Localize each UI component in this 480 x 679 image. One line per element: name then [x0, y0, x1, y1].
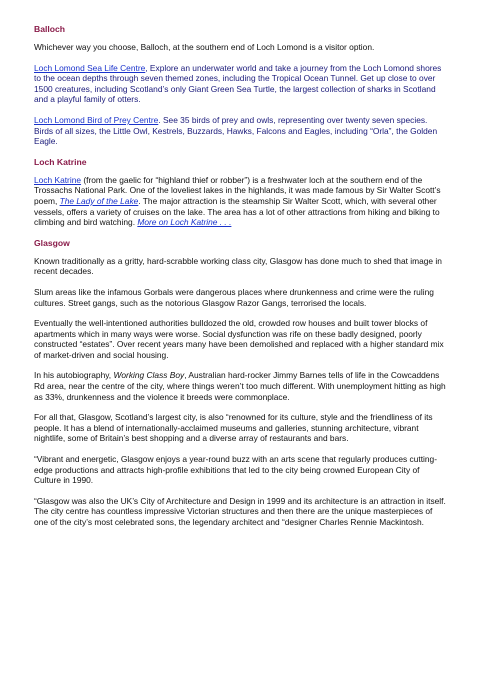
- glasgow-paragraph-4: [34, 370, 446, 402]
- katrine-paragraph: [34, 175, 446, 228]
- katrine-text-2: . The major attraction is the steamship Sir Walter Scott, which, with several other vessels, offers a variety of cruises on the lake. The area has a lot of other attractions from hiking and biking to climbing and bird watching.: [34, 195, 440, 228]
- glasgow-paragraph-6: “Vibrant and energetic, Glasgow enjoys a year-round buzz with an arts scene that regularly produces cutting-edge productions and attracts high-profile exhibitions that led to the city being crowned European City of Culture in 1990.: [34, 454, 437, 486]
- balloch-intro: Whichever way you choose, Balloch, at the southern end of Loch Lomond is a visitor option.: [34, 42, 375, 52]
- birds-paragraph: [34, 115, 446, 147]
- glasgow-paragraph-5: For all that, Glasgow, Scotland’s largest city, is also “renowned for its culture, style and the friendliness of its people. It has a blend of internationally-acclaimed museums and galleries, stunning architecture, vibrant nightlife, some of Britain’s best shopping and a diverse array of restaurants and bars.: [34, 412, 433, 444]
- birds-text: . See 35 birds of prey and owls, representing over twenty seven species. Birds of all sizes, the Little Owl, Kestrels, Buzzards, Hawks, Falcons and Eagles, including “Orla”, the Golden Eagle.: [34, 114, 438, 147]
- sealife-link[interactable]: Loch Lomond Sea Life Centre: [34, 62, 146, 73]
- section-heading-katrine: Loch Katrine: [34, 156, 87, 167]
- bird-of-prey-link[interactable]: Loch Lomond Bird of Prey Centre: [34, 114, 159, 125]
- more-on-katrine-label: More on Loch Katrine . . .: [137, 217, 232, 228]
- glasgow-paragraph-2: Slum areas like the infamous Gorbals were dangerous places where drunkenness and crime were the ruling cultures. Street gangs, such as the notorious Glasgow Razor Gangs, terrorised the locals.: [34, 286, 434, 308]
- sealife-text: , Explore an underwater world and take a journey from the Loch Lomond shores to the ocean depths through seven themed zones, including the Tropical Ocean Tunnel. Get up close to over 1500 creatures, including Scotland’s only Giant Green Sea Turtle, the largest collection of sharks in Scotland and a playful family of otters.: [34, 62, 442, 105]
- lady-of-the-lake-link[interactable]: [60, 196, 139, 206]
- sealife-paragraph: [34, 63, 446, 105]
- loch-katrine-link[interactable]: Loch Katrine: [34, 174, 82, 185]
- book-title: Working Class Boy: [113, 370, 185, 381]
- section-heading-glasgow: Glasgow: [34, 237, 70, 248]
- glasgow-p4-end: , Australian hard-rocker Jimmy Barnes tells of life in the Cowcaddens Rd area, near the centre of the city, where things weren’t too much different. With unemployment hitting as high as 33%, drunkenness and the violence it breeds were commonplace.: [34, 370, 446, 402]
- glasgow-paragraph-7: “Glasgow was also the UK’s City of Architecture and Design in 1999 and its architecture is an attraction in itself. The city centre has countless impressive Victorian structures and then there are the unique masterpieces of one of the city’s most celebrated sons, the legendary architect and “designer Charles Rennie Mackintosh.: [34, 495, 446, 527]
- section-heading-balloch: Balloch: [34, 24, 66, 34]
- lady-of-the-lake-title: The Lady of the Lake: [59, 195, 139, 206]
- katrine-text-1: (from the gaelic for “highland thief or robber”) is a freshwater loch at the southern end of the Trossachs National Park. One of the loveliest lakes in the highlands, it was made famous by Sir Walter Scott’s poem,: [34, 174, 441, 206]
- glasgow-paragraph-1: Known traditionally as a gritty, hard-scrabble working class city, Glasgow has done much to shed that image in recent decades.: [34, 255, 442, 277]
- glasgow-p4-start: In his autobiography,: [34, 370, 114, 381]
- glasgow-paragraph-3: Eventually the well-intentioned authorities bulldozed the old, crowded row houses and built tower blocks of apartments which in many ways were worse. Social dysfunction was rife on these badly designed, poorly constructed “estates”. Over recent years many have been demolished and replaced with a higher standard mix of market-driven and social housing.: [34, 318, 444, 360]
- more-on-katrine-link[interactable]: [137, 217, 231, 227]
